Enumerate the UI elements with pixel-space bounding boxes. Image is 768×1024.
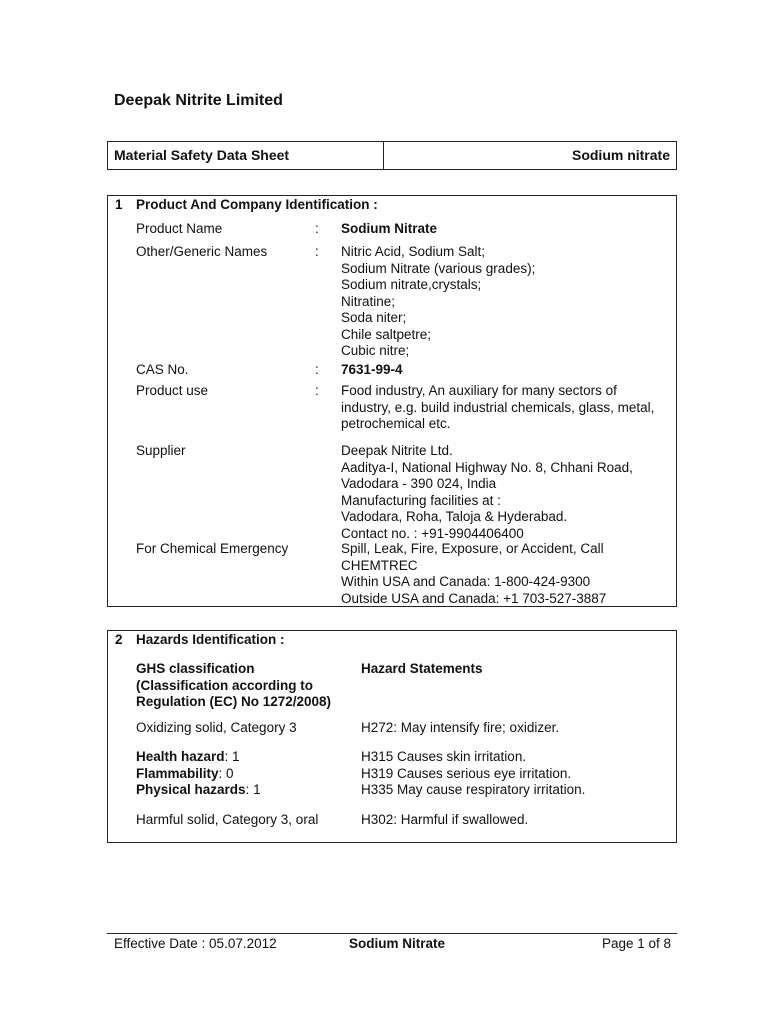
section-title: Product And Company Identification : <box>136 197 378 212</box>
supplier-label: Supplier <box>136 443 186 458</box>
document-type: Material Safety Data Sheet <box>114 147 290 163</box>
emergency-contacts: Spill, Leak, Fire, Exposure, or Accident, Call CHEMTREC Within USA and Canada: 1-800-424-9300 Outside USA and Canada: +1 703-527-3887 <box>341 541 607 606</box>
product-use-label: Product use <box>136 383 209 398</box>
cas-value: 7631-99-4 <box>341 362 403 377</box>
hazard-statements-heading: Hazard Statements <box>361 661 483 676</box>
cas-label: CAS No. <box>136 362 189 377</box>
list-item: Chile saltpetre; <box>341 326 432 342</box>
colon: : <box>315 383 319 398</box>
list-item: Sodium Nitrate (various grades); <box>341 260 536 276</box>
section-number: 2 <box>115 632 123 647</box>
harmful-statement: H302: Harmful if swallowed. <box>361 812 529 827</box>
list-item: Soda niter; <box>341 310 407 325</box>
list-item: Nitric Acid, Sodium Salt; <box>341 244 486 259</box>
section-number: 1 <box>115 197 123 212</box>
header-divider <box>383 142 384 169</box>
harmful-classification: Harmful solid, Category 3, oral <box>136 812 319 827</box>
page-number: Page 1 of 8 <box>601 936 671 951</box>
company-name: Deepak Nitrite Limited <box>114 92 283 109</box>
colon: : <box>315 244 319 259</box>
other-names-label: Other/Generic Names <box>136 244 268 259</box>
other-names-list <box>341 244 535 360</box>
ghs-classification-heading: GHS classification (Classification according to Regulation (EC) No 1272/2008) <box>136 661 332 709</box>
health-statements: H315 Causes skin irritation. H319 Causes serious eye irritation. H335 May cause respiratory irritation. <box>361 749 586 797</box>
list-item: Sodium nitrate,crystals; <box>341 277 482 292</box>
product-name-value: Sodium Nitrate <box>341 221 438 236</box>
list-item: Nitratine; <box>341 293 396 309</box>
product-use-text: Food industry, An auxiliary for many sectors of industry, e.g. build industrial chemicals, glass, metal, petrochemical etc. <box>341 383 655 431</box>
colon: : <box>315 221 319 236</box>
colon: : <box>315 362 319 377</box>
footer-divider <box>107 933 677 934</box>
product-title: Sodium nitrate <box>571 147 670 163</box>
effective-date: Effective Date : 05.07.2012 <box>114 936 277 951</box>
oxidizing-classification: Oxidizing solid, Category 3 <box>136 720 297 735</box>
footer-product: Sodium Nitrate <box>349 936 446 951</box>
emergency-label: For Chemical Emergency <box>136 541 289 556</box>
supplier-address: Deepak Nitrite Ltd. Aaditya-I, National Highway No. 8, Chhani Road, Vadodara - 390 024, India Manufacturing facilities at : Vadodara, Roha, Taloja & Hyderabad. Contact no. : +91-9904406400 <box>341 443 633 541</box>
product-name-label: Product Name <box>136 221 223 236</box>
oxidizing-statement: H272: May intensify fire; oxidizer. <box>361 720 560 735</box>
hazard-ratings: Health hazard: 1 Flammability: 0 Physical hazards: 1 <box>136 749 261 797</box>
section-title: Hazards Identification : <box>136 632 285 647</box>
document-header <box>107 141 677 170</box>
list-item: Cubic nitre; <box>341 343 410 358</box>
